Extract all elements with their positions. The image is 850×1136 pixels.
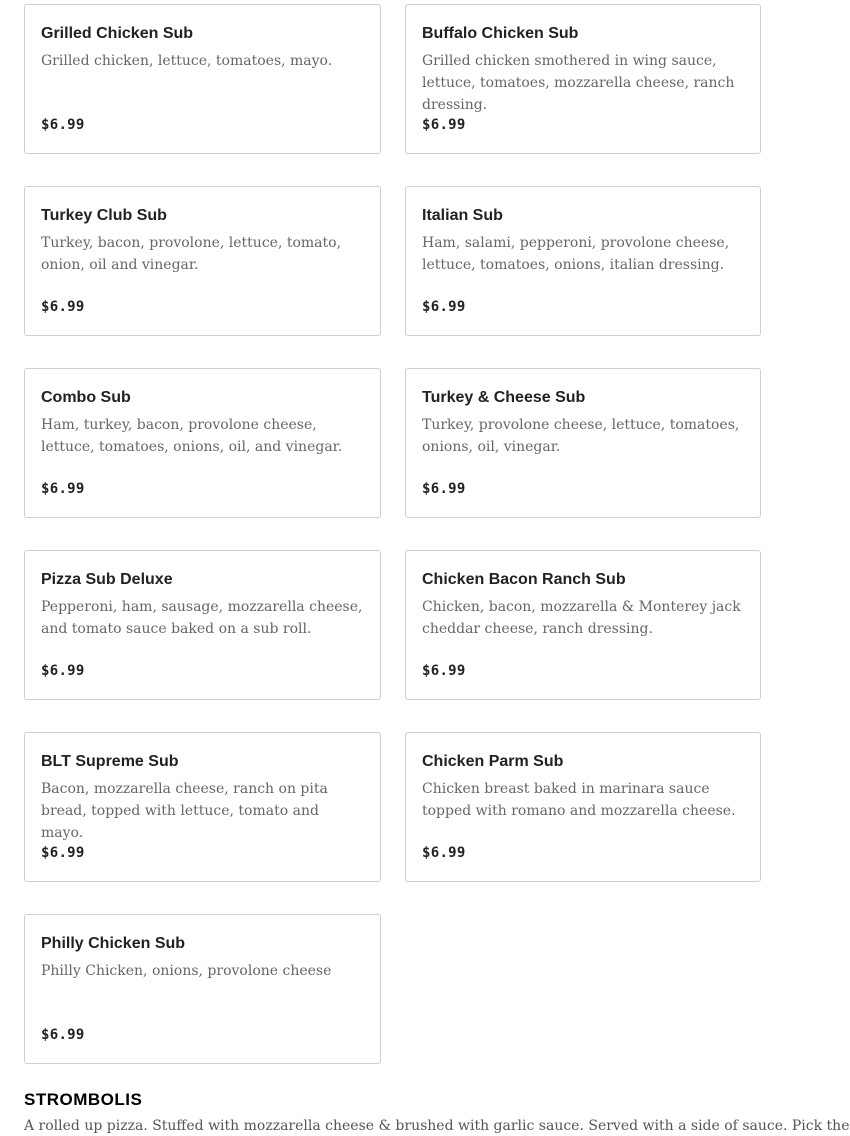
menu-item-card[interactable] [24, 368, 381, 518]
menu-item-description: Grilled chicken smothered in wing sauce, lettuce, tomatoes, mozzarella cheese, ranch dressing. [422, 53, 735, 113]
menu-item-price: $6.99 [422, 481, 466, 497]
menu-item-price: $6.99 [41, 299, 85, 315]
menu-item-grid [24, 4, 761, 1064]
menu-item-price: $6.99 [41, 117, 85, 133]
menu-item-card[interactable] [24, 550, 381, 700]
menu-item-price: $6.99 [422, 299, 466, 315]
menu-item-price: $6.99 [41, 845, 85, 861]
menu-item-price: $6.99 [41, 1027, 85, 1043]
menu-item-name: Turkey Club Sub [41, 207, 167, 224]
menu-item-card[interactable] [24, 186, 381, 336]
menu-item-card[interactable] [24, 4, 381, 154]
menu-item-price: $6.99 [422, 845, 466, 861]
menu-item-description: Chicken, bacon, mozzarella & Monterey jack cheddar cheese, ranch dressing. [422, 599, 741, 637]
menu-item-price: $6.99 [41, 481, 85, 497]
menu-item-description: Turkey, bacon, provolone, lettuce, tomato, onion, oil and vinegar. [41, 235, 342, 273]
menu-item-description: Pepperoni, ham, sausage, mozzarella cheese, and tomato sauce baked on a sub roll. [41, 599, 363, 637]
menu-item-description: Ham, salami, pepperoni, provolone cheese, lettuce, tomatoes, onions, italian dressing. [422, 235, 730, 273]
menu-item-price: $6.99 [422, 663, 466, 679]
menu-item-card[interactable] [405, 368, 761, 518]
menu-item-name: Chicken Bacon Ranch Sub [422, 571, 626, 588]
menu-item-name: BLT Supreme Sub [41, 753, 179, 770]
menu-item-name: Grilled Chicken Sub [41, 25, 194, 42]
menu-item-description: Bacon, mozzarella cheese, ranch on pita bread, topped with lettuce, tomato and mayo. [41, 781, 328, 841]
menu-item-price: $6.99 [422, 117, 466, 133]
menu-item-description: Philly Chicken, onions, provolone cheese [41, 963, 332, 979]
menu-item-name: Combo Sub [41, 389, 131, 406]
menu-item-description: Chicken breast baked in marinara sauce topped with romano and mozzarella cheese. [422, 781, 736, 819]
menu-item-description: Grilled chicken, lettuce, tomatoes, mayo. [41, 53, 333, 69]
menu-item-card[interactable] [405, 4, 761, 154]
section-title: STROMBOLIS [24, 1090, 143, 1109]
menu-item-name: Chicken Parm Sub [422, 753, 564, 770]
menu-item-name: Philly Chicken Sub [41, 935, 186, 952]
menu-item-description: Ham, turkey, bacon, provolone cheese, lettuce, tomatoes, onions, oil, and vinegar. [41, 417, 343, 455]
menu-item-name: Turkey & Cheese Sub [422, 389, 586, 406]
menu-item-card[interactable] [405, 550, 761, 700]
menu-item-name: Pizza Sub Deluxe [41, 571, 173, 588]
menu-item-card[interactable] [405, 186, 761, 336]
menu-item-card[interactable] [24, 914, 381, 1064]
menu-item-name: Italian Sub [422, 207, 503, 224]
menu-item-name: Buffalo Chicken Sub [422, 25, 579, 42]
strombolis-section [24, 1088, 850, 1136]
menu-item-card[interactable] [24, 732, 381, 882]
menu-item-card[interactable] [405, 732, 761, 882]
menu-item-description: Turkey, provolone cheese, lettuce, tomatoes, onions, oil, vinegar. [422, 417, 740, 455]
menu-item-price: $6.99 [41, 663, 85, 679]
section-description: A rolled up pizza. Stuffed with mozzarella cheese & brushed with garlic sauce. Served with a side of sauce. Pick the [24, 1118, 850, 1134]
